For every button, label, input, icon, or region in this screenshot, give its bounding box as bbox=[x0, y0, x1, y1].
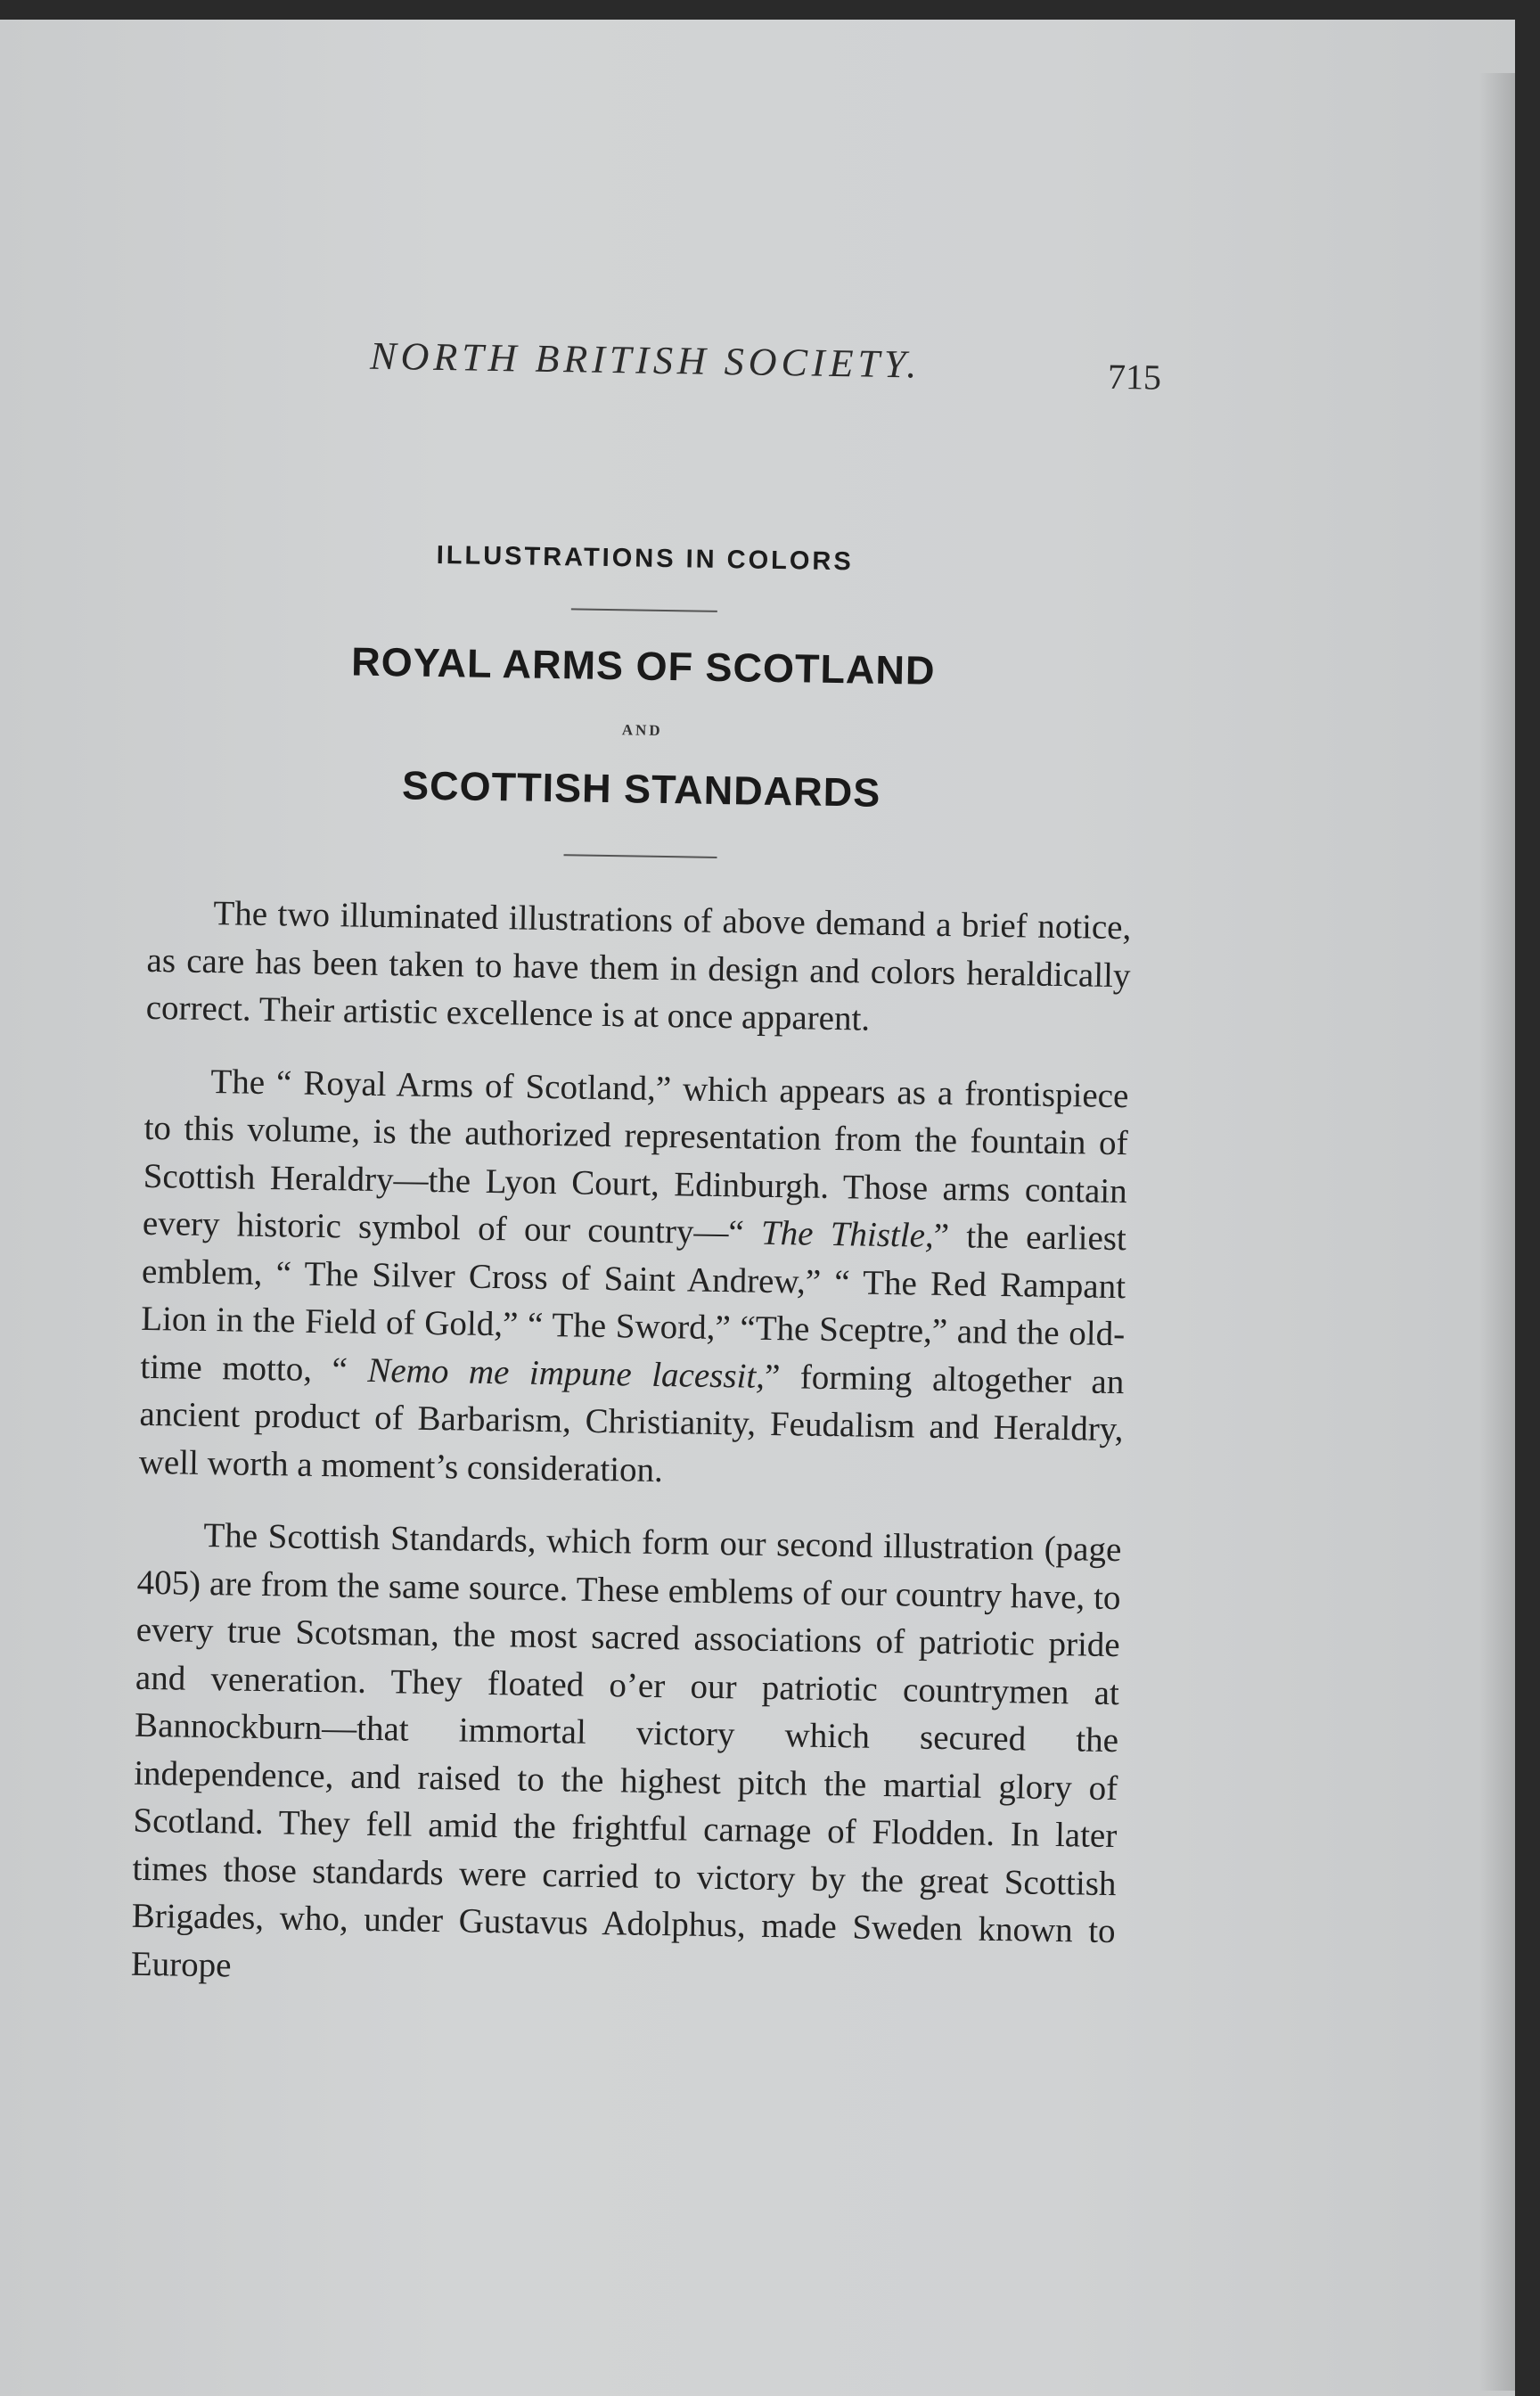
paragraph-2-part-a: The “ Royal Arms of Scotland,” which appears as a frontispiece to this volume, is the authorized representation from the fountain of Scottish Heraldry—the Lyon Court, Edinburgh. Those arms contain every historic symbol of our country—“ bbox=[142, 1062, 1129, 1252]
title-line-1: ROYAL ARMS OF SCOTLAND bbox=[350, 638, 936, 693]
paragraph-2 bbox=[138, 1056, 1128, 1501]
page-number: 715 bbox=[1107, 356, 1162, 398]
title-conjunction: AND bbox=[621, 721, 663, 739]
paragraph-1: The two illuminated illustrations of above demand a brief notice, as care has been taken to have them in design and colors heraldically correct. Their artistic excellence is at once apparent. bbox=[145, 894, 1132, 1038]
paragraph-2-part-c: ” forming altogether an ancient product of Barbarism, Christianity, Feudalism and Heraldry, well worth a moment’s consideration. bbox=[138, 1357, 1125, 1489]
section-kicker: ILLUSTRATIONS IN COLORS bbox=[436, 540, 854, 577]
paragraph-3: The Scottish Standards, which form our second illustration (page 405) are from the same source. These emblems of our country have, to every true Scotsman, the most sacred associations of patriotic pride and veneration. They floated o’er our patriotic countrymen at Bannockburn—that immortal victory which secured the independence, and raised to the highest pitch the martial glory of Scotland. They fell amid the frightful carnage of Flodden. In later times those standards were carried to victory by the great Scottish Brigades, who, under Gustavus Adolphus, made Sweden known to Europe bbox=[130, 1515, 1122, 1985]
title-line-2: SCOTTISH STANDARDS bbox=[401, 762, 881, 816]
motto-phrase: Nemo me impune lacessit, bbox=[367, 1350, 766, 1396]
page-edge-shadow bbox=[1479, 73, 1515, 2391]
divider-rule-2 bbox=[564, 854, 717, 858]
thistle-phrase: The Thistle, bbox=[760, 1213, 935, 1255]
body-text bbox=[131, 889, 1132, 2003]
divider-rule bbox=[571, 608, 717, 612]
book-page bbox=[0, 20, 1515, 2396]
running-head bbox=[155, 314, 1162, 427]
text-block bbox=[130, 314, 1162, 2028]
paragraph-2-part-b: ” the earliest emblem, “ The Silver Cross of Saint Andrew,” “ The Red Rampant Lion in the Field of Gold,” “ The Sword,” “The Sceptre,” and the old-time motto, “ bbox=[140, 1216, 1127, 1390]
running-title: NORTH BRITISH SOCIETY. bbox=[369, 333, 922, 387]
